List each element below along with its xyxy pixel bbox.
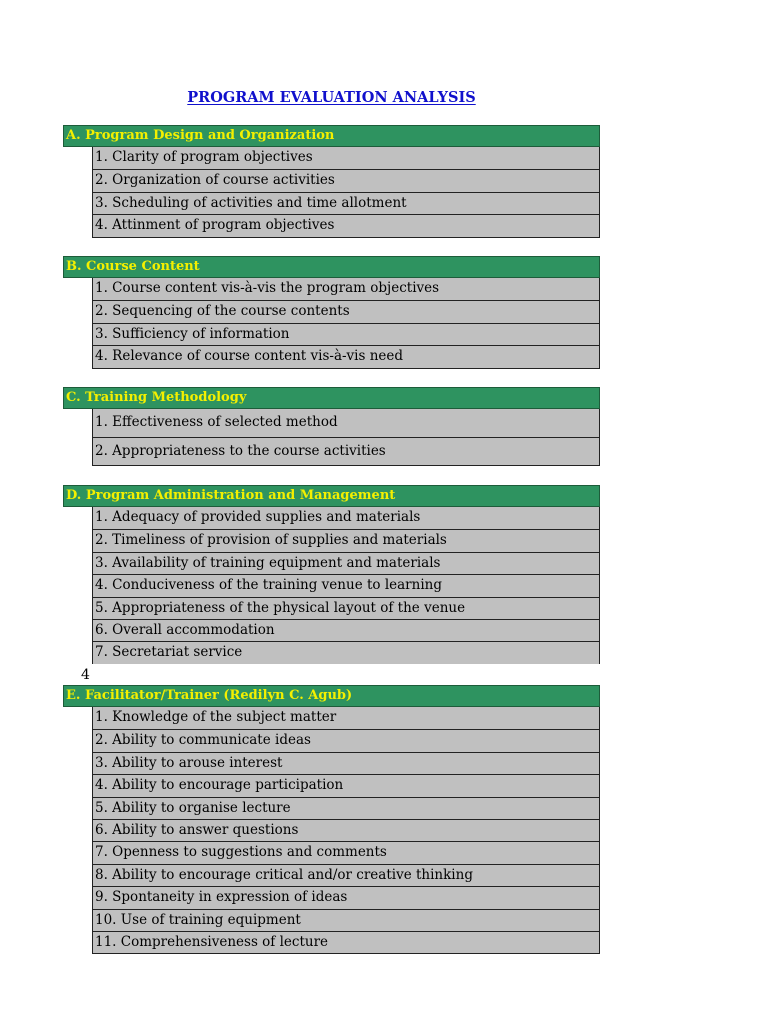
list-item: 2. Organization of course activities <box>93 169 599 191</box>
list-item: 3. Scheduling of activities and time allotment <box>93 192 599 214</box>
section-facilitator <box>63 685 600 954</box>
list-item: 2. Appropriateness to the course activities <box>93 437 599 465</box>
list-item: 3. Availability of training equipment and materials <box>93 552 599 574</box>
section-header: C. Training Methodology <box>63 387 600 409</box>
list-item: 10. Use of training equipment <box>93 909 599 931</box>
list-item: 3. Ability to arouse interest <box>93 752 599 774</box>
list-item: 6. Overall accommodation <box>93 619 599 641</box>
section-course-content <box>63 256 600 369</box>
section-program-administration <box>63 485 600 664</box>
list-item: 6. Ability to answer questions <box>93 819 599 841</box>
list-item: 9. Spontaneity in expression of ideas <box>93 886 599 908</box>
item-list <box>92 147 600 238</box>
list-item: 5. Ability to organise lecture <box>93 797 599 819</box>
section-header: A. Program Design and Organization <box>63 125 600 147</box>
section-program-design <box>63 125 600 238</box>
list-item: 2. Timeliness of provision of supplies and materials <box>93 529 599 551</box>
list-item: 11. Comprehensiveness of lecture <box>93 931 599 953</box>
list-item: 4. Attinment of program objectives <box>93 214 599 236</box>
list-item: 7. Openness to suggestions and comments <box>93 841 599 863</box>
item-list <box>92 409 600 466</box>
page-title: PROGRAM EVALUATION ANALYSIS <box>187 89 476 106</box>
stray-number: 4 <box>81 667 90 683</box>
section-header: B. Course Content <box>63 256 600 278</box>
list-item: 2. Sequencing of the course contents <box>93 300 599 322</box>
list-item: 4. Conduciveness of the training venue to learning <box>93 574 599 596</box>
section-header: E. Facilitator/Trainer (Redilyn C. Agub) <box>63 685 600 707</box>
list-item: 1. Knowledge of the subject matter <box>93 707 599 729</box>
list-item: 5. Appropriateness of the physical layout of the venue <box>93 597 599 619</box>
item-list <box>92 707 600 954</box>
list-item: 1. Clarity of program objectives <box>93 147 599 169</box>
list-item: 7. Secretariat service <box>93 641 599 663</box>
list-item: 1. Course content vis-à-vis the program objectives <box>93 278 599 300</box>
section-header: D. Program Administration and Management <box>63 485 600 507</box>
list-item: 1. Adequacy of provided supplies and materials <box>93 507 599 529</box>
list-item: 4. Ability to encourage participation <box>93 774 599 796</box>
list-item: 1. Effectiveness of selected method <box>93 409 599 437</box>
list-item: 8. Ability to encourage critical and/or creative thinking <box>93 864 599 886</box>
list-item: 3. Sufficiency of information <box>93 323 599 345</box>
list-item: 4. Relevance of course content vis-à-vis need <box>93 345 599 367</box>
item-list <box>92 507 600 664</box>
list-item: 2. Ability to communicate ideas <box>93 729 599 751</box>
item-list <box>92 278 600 369</box>
section-training-methodology <box>63 387 600 466</box>
